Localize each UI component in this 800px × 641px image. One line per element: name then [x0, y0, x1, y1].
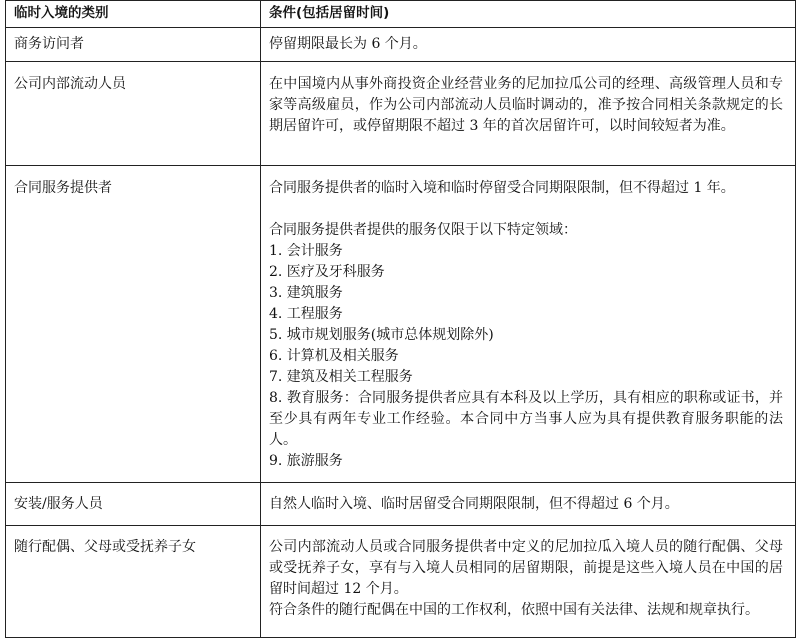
service-list [269, 241, 783, 472]
list-item: 8. 教育服务：合同服务提供者应具有本科及以上学历，具有相应的职称或证书，并至少具有两年专业工作经验。本合同中方当事人应为具有提供教育服务职能的法人。 [269, 390, 783, 448]
list-item: 4. 工程服务 [269, 306, 343, 322]
paragraph-spacer [269, 199, 783, 220]
condition-text: 停留期限最长为 6 个月。 [269, 36, 427, 52]
table-row [6, 526, 796, 638]
immigration-conditions-table [5, 0, 796, 638]
table-row [6, 62, 796, 166]
condition-cell [261, 28, 796, 62]
table-row [6, 483, 796, 526]
condition-cell [261, 526, 796, 638]
category-cell: 安装/服务人员 [6, 483, 261, 526]
category-cell: 合同服务提供者 [6, 166, 261, 483]
condition-text: 在中国境内从事外商投资企业经营业务的尼加拉瓜公司的经理、高级管理人员和专家等高级雇员，作为公司内部流动人员临时调动的，准予按合同相关条款规定的长期居留许可，或停留期限不超过 3 年的首次居留许可，以时间较短者为准。 [269, 76, 783, 134]
list-item: 6. 计算机及相关服务 [269, 348, 399, 364]
list-item: 3. 建筑服务 [269, 285, 343, 301]
table-row [6, 28, 796, 62]
column-header-category: 临时入境的类别 [6, 1, 261, 28]
condition-cell [261, 62, 796, 166]
list-item: 1. 会计服务 [269, 243, 343, 259]
category-cell: 公司内部流动人员 [6, 62, 261, 166]
condition-text: 合同服务提供者的临时入境和临时停留受合同期限限制，但不得超过 1 年。 [269, 180, 735, 196]
column-header-conditions: 条件(包括居留时间) [261, 1, 796, 28]
table-header-row [6, 1, 796, 28]
list-item: 9. 旅游服务 [269, 453, 343, 469]
category-cell: 随行配偶、父母或受抚养子女 [6, 526, 261, 638]
condition-text: 合同服务提供者提供的服务仅限于以下特定领域： [269, 222, 577, 238]
condition-cell [261, 483, 796, 526]
condition-text: 自然人临时入境、临时居留受合同期限限制，但不得超过 6 个月。 [269, 496, 679, 512]
list-item: 7. 建筑及相关工程服务 [269, 369, 413, 385]
category-cell: 商务访问者 [6, 28, 261, 62]
condition-text: 符合条件的随行配偶在中国的工作权利，依照中国有关法律、法规和规章执行。 [269, 602, 759, 618]
condition-text: 公司内部流动人员或合同服务提供者中定义的尼加拉瓜入境人员的随行配偶、父母或受抚养子女，享有与入境人员相同的居留期限，前提是这些入境人员在中国的居留时间超过 12 个月。 [269, 539, 783, 597]
table-row [6, 166, 796, 483]
list-item: 5. 城市规划服务(城市总体规划除外) [269, 327, 494, 343]
list-item: 2. 医疗及牙科服务 [269, 264, 385, 280]
condition-cell [261, 166, 796, 483]
